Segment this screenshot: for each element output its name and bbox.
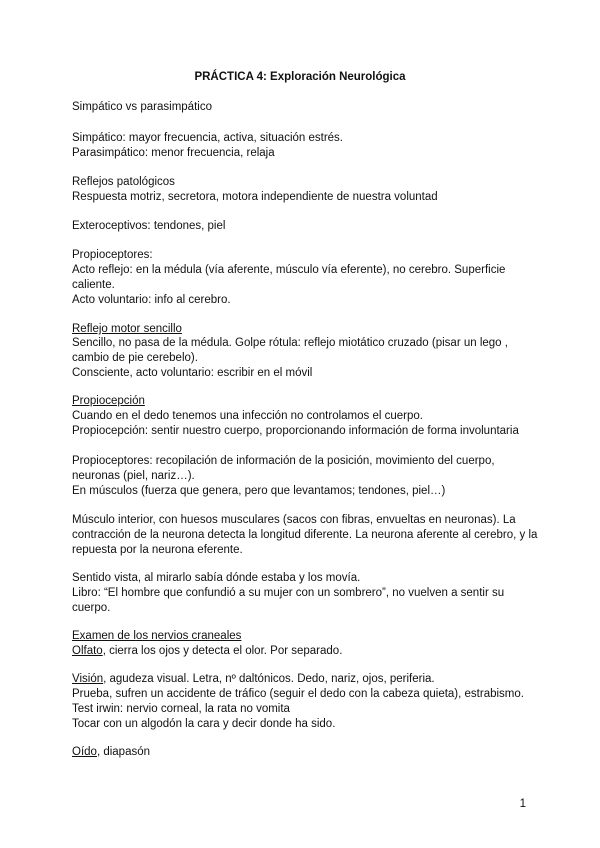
text-line: contracción de la neurona detecta la longitud diferente. La neurona aferente al cerebro, y la <box>72 529 538 541</box>
text-line: Simpático vs parasimpático <box>72 101 212 113</box>
section-heading: Examen de los nervios craneales <box>72 630 242 642</box>
text-line: Músculo interior, con huesos musculares (sacos con fibras, envueltas en neuronas). La <box>72 514 516 526</box>
page-title: PRÁCTICA 4: Exploración Neurológica <box>194 71 406 83</box>
text-line: Propioceptores: recopilación de información de la posición, movimiento del cuerpo, <box>72 455 495 467</box>
text-line: cuerpo. <box>72 602 111 614</box>
section-heading: Reflejo motor sencillo <box>72 323 182 335</box>
text-line: cambio de pie cerebelo). <box>72 352 198 364</box>
text-line: Sencillo, no pasa de la médula. Golpe rótula: reflejo miotático cruzado (pisar un lego , <box>72 337 508 349</box>
text-line: Prueba, sufren un accidente de tráfico (seguir el dedo con la cabeza quieta), estrabismo. <box>72 688 524 700</box>
text-line: caliente. <box>72 279 115 291</box>
section-heading: Propiocepción <box>72 395 145 407</box>
olfato-heading: Olfato <box>72 645 103 657</box>
text-line: Acto reflejo: en la médula (vía aferente, músculo vía eferente), no cerebro. Superficie <box>72 264 506 276</box>
vision-heading: Visión <box>72 673 104 685</box>
oido-text: , diapasón <box>96 746 151 758</box>
text-line: Sentido vista, al mirarlo sabía dónde estaba y los movía. <box>72 572 361 584</box>
page-number: 1 <box>519 798 526 810</box>
text-line: Consciente, acto voluntario: escribir en el móvil <box>72 367 313 379</box>
oido-heading: Oído <box>72 746 97 758</box>
vision-text: , agudeza visual. Letra, nº daltónicos. Dedo, nariz, ojos, periferia. <box>103 673 435 685</box>
text-line: repuesta por la neurona eferente. <box>72 544 243 556</box>
olfato-text: , cierra los ojos y detecta el olor. Por separado. <box>102 645 343 657</box>
text-line: Tocar con un algodón la cara y decir donde ha sido. <box>72 718 336 730</box>
text-line: Simpático: mayor frecuencia, activa, situación estrés. <box>72 132 344 144</box>
text-line: Libro: “El hombre que confundió a su mujer con un sombrero”, no vuelven a sentir su <box>72 587 505 599</box>
text-line: Reflejos patológicos <box>72 176 175 188</box>
text-line: neuronas (piel, nariz…). <box>72 470 195 482</box>
text-line <box>72 745 542 760</box>
text-line: Acto voluntario: info al cerebro. <box>72 294 231 306</box>
text-line: Parasimpático: menor frecuencia, relaja <box>72 147 275 159</box>
text-line <box>72 644 542 659</box>
text-line: Respuesta motriz, secretora, motora independiente de nuestra voluntad <box>72 191 438 203</box>
text-line: Propioceptores: <box>72 249 153 261</box>
text-line: Cuando en el dedo tenemos una infección no controlamos el cuerpo. <box>72 410 423 422</box>
text-line: Exteroceptivos: tendones, piel <box>72 220 226 232</box>
text-line: Test irwin: nervio corneal, la rata no vomita <box>72 703 290 715</box>
text-line <box>72 672 542 687</box>
text-line: Propiocepción: sentir nuestro cuerpo, proporcionando información de forma involuntaria <box>72 425 519 437</box>
text-line: En músculos (fuerza que genera, pero que levantamos; tendones, piel…) <box>72 485 446 497</box>
